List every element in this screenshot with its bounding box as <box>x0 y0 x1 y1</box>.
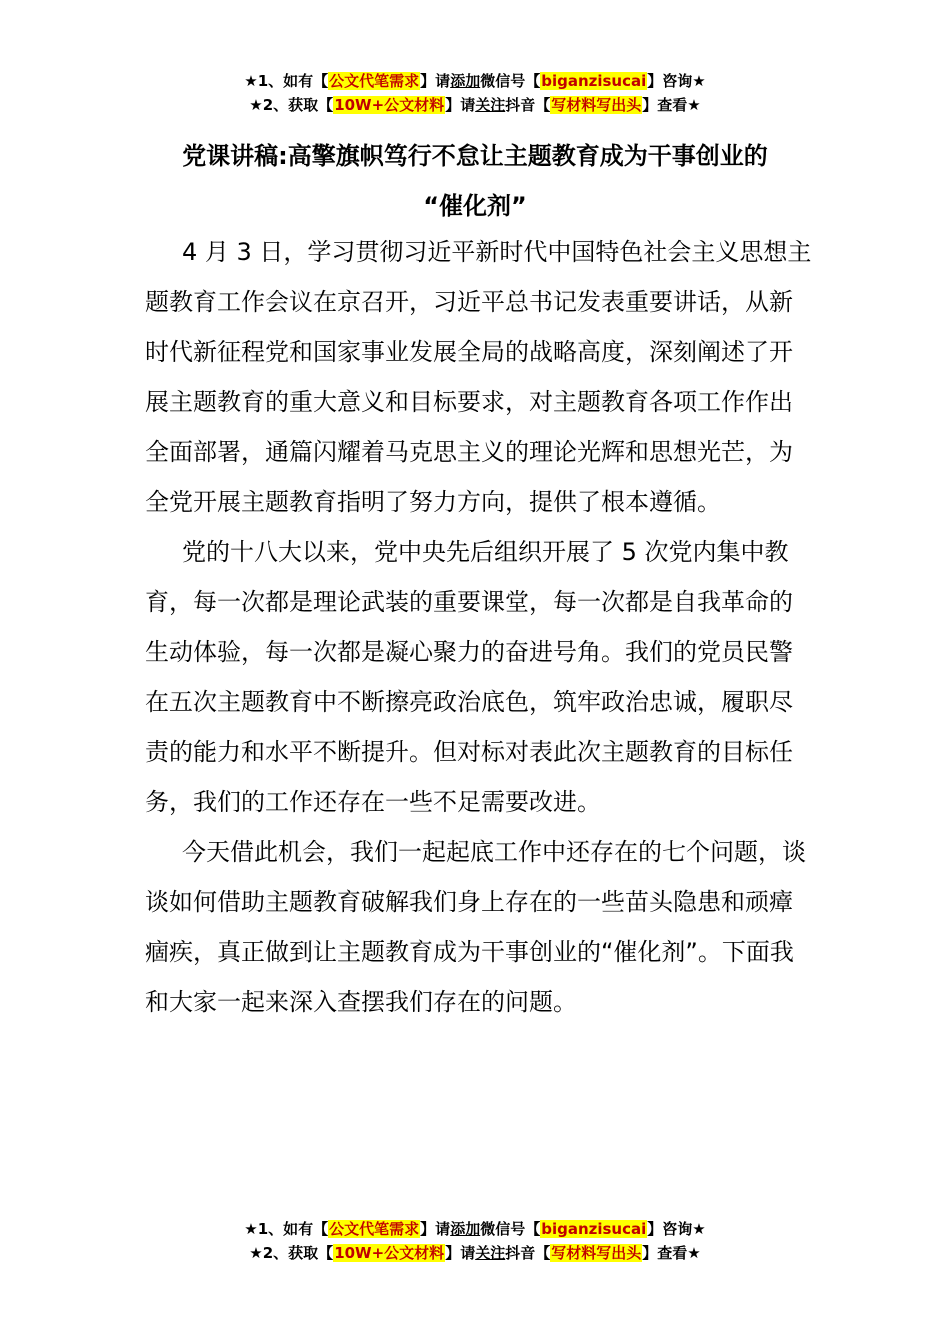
promo-underline: 关注 <box>475 1244 506 1262</box>
promo-text: 抖音【 <box>505 96 551 114</box>
promo-line-2 <box>0 1241 950 1265</box>
promo-line-2 <box>0 93 950 117</box>
promo-text: 】查看★ <box>642 96 701 114</box>
bottom-promo-banner <box>0 1217 950 1265</box>
promo-text: 】咨询★ <box>647 72 706 90</box>
promo-text: ★1、如有【 <box>244 72 329 90</box>
promo-text: 】查看★ <box>642 1244 701 1262</box>
title-line-2: “催化剂” <box>423 192 527 220</box>
promo-text: 】请 <box>445 96 476 114</box>
promo-text: 微信号【 <box>480 72 541 90</box>
promo-text: 抖音【 <box>505 1244 551 1262</box>
body-paragraph: 党的十八大以来，党中央先后组织开展了 5 次党内集中教育，每一次都是理论武装的重要课堂，每一次都是自我革命的生动体验，每一次都是凝心聚力的奋进号角。我们的党员民警在五次主题教育中不断擦亮政治底色，筑牢政治忠诚，履职尽责的能力和水平不断提升。但对标对表此次主题教育的目标任务，我们的工作还存在一些不足需要改进。 <box>145 538 793 816</box>
promo-line-1 <box>0 69 950 93</box>
promo-highlight: 写材料写出头 <box>551 1244 642 1262</box>
promo-highlight: biganzisucai <box>541 72 647 90</box>
promo-highlight: 10W+公文材料 <box>334 96 445 114</box>
promo-text: 】咨询★ <box>647 1220 706 1238</box>
body-paragraph: 4 月 3 日，学习贯彻习近平新时代中国特色社会主义思想主题教育工作会议在京召开，习近平总书记发表重要讲话，从新时代新征程党和国家事业发展全局的战略高度，深刻阐述了开展主题教育的重大意义和目标要求，对主题教育各项工作作出全面部署，通篇闪耀着马克思主义的理论光辉和思想光芒，为全党开展主题教育指明了努力方向，提供了根本遵循。 <box>145 238 812 516</box>
promo-text: 微信号【 <box>480 1220 541 1238</box>
promo-text: 】请 <box>445 1244 476 1262</box>
promo-text: 】请 <box>420 72 451 90</box>
promo-highlight: 公文代笔需求 <box>329 1220 420 1238</box>
promo-line-1 <box>0 1217 950 1241</box>
promo-highlight: 写材料写出头 <box>551 96 642 114</box>
promo-text: ★2、获取【 <box>249 1244 334 1262</box>
promo-text: ★2、获取【 <box>249 96 334 114</box>
promo-underline: 添加 <box>450 72 481 90</box>
promo-text: ★1、如有【 <box>244 1220 329 1238</box>
document-body <box>145 227 815 1027</box>
promo-highlight: 10W+公文材料 <box>334 1244 445 1262</box>
body-paragraph: 今天借此机会，我们一起起底工作中还存在的七个问题，谈谈如何借助主题教育破解我们身上存在的一些苗头隐患和顽瘴痼疾，真正做到让主题教育成为干事创业的“催化剂”。下面我和大家一起来深入查摆我们存在的问题。 <box>145 838 806 1016</box>
promo-underline: 关注 <box>475 96 506 114</box>
top-promo-banner <box>0 69 950 117</box>
document-title <box>0 131 950 231</box>
promo-highlight: 公文代笔需求 <box>329 72 420 90</box>
title-line-1: 党课讲稿:高擎旗帜笃行不怠让主题教育成为干事创业的 <box>182 142 768 170</box>
promo-underline: 添加 <box>450 1220 481 1238</box>
promo-text: 】请 <box>420 1220 451 1238</box>
promo-highlight: biganzisucai <box>541 1220 647 1238</box>
